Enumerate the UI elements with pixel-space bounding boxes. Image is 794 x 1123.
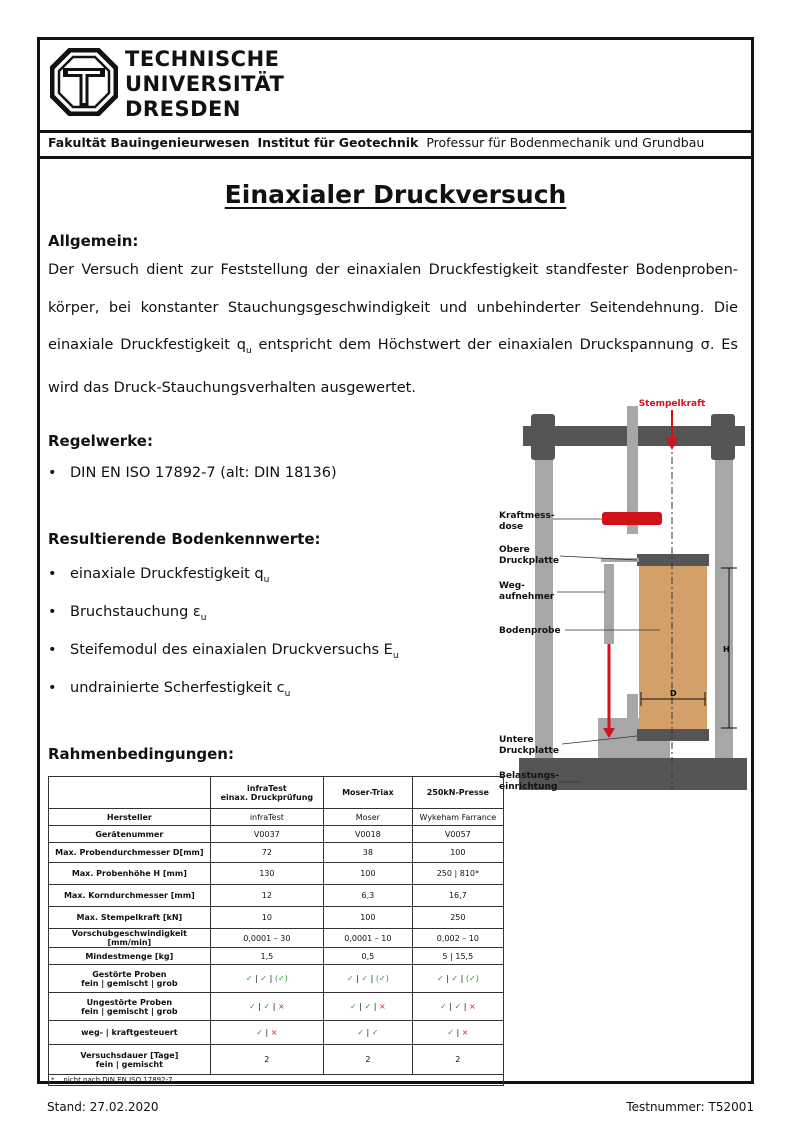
test-apparatus-diagram	[455, 358, 755, 798]
standards-heading: Regelwerke:	[48, 432, 153, 450]
column-header: infraTest einax. Druckprüfung	[210, 777, 323, 809]
chair-name: Professur für Bodenmechanik und Grundbau	[426, 135, 705, 150]
label-untere-druckplatte: Untere	[499, 735, 534, 745]
label-h: H	[723, 645, 730, 654]
specs-table	[48, 776, 504, 1086]
institute-name: Institut für Geotechnik	[257, 135, 419, 150]
table-row: Gestörte Proben fein | gemischt | grob ✓ | ✓ | (✓) ✓ | ✓ | (✓) ✓ | ✓ | (✓)	[49, 965, 504, 993]
conditions-heading: Rahmenbedingungen:	[48, 745, 234, 763]
table-row: Versuchsdauer [Tage] fein | gemischt 2 2 2	[49, 1045, 504, 1075]
table-footnote-row	[49, 1075, 504, 1086]
uni-line-1: TECHNISCHE	[125, 47, 280, 71]
footer-testnummer: Testnummer: T52001	[626, 1100, 754, 1114]
page-title: Einaxialer Druckversuch	[224, 180, 567, 209]
left-column	[535, 422, 553, 758]
label-bodenprobe: Bodenprobe	[499, 626, 561, 636]
svg-text:einrichtung: einrichtung	[499, 782, 558, 792]
table-header-row	[49, 777, 504, 809]
general-text-b: entspricht dem Höchstwert der einaxialen Druckspannung σ. Es wird das Druck-Stauchungsverhalten ausgewertet.	[48, 337, 738, 397]
table-row: Vorschubgeschwindigkeit [mm/min] 0,0001 – 30 0,0001 – 10 0,002 – 10	[49, 929, 504, 948]
table-row: Max. Korndurchmesser [mm] 12 6,3 16,7	[49, 885, 504, 907]
lower-plate	[637, 729, 709, 741]
table-row: Mindestmenge [kg] 1,5 0,5 5 | 15,5	[49, 948, 504, 965]
general-sub: u	[246, 345, 252, 356]
page-frame: TECHNISCHE UNIVERSITÄT DRESDEN Fakultät Bauingenieurwesen Institut für Geotechnik Professur für Bodenmechanik und Grundbau Einaxialer Druckversuch Allgemein: Der Versuch dient zur Feststellung der einaxialen Druckfestigkeit standfester Bodenproben-körper, bei konstanter Stauchungsgeschwindigkeit und unbehinderter Seitendehnung. Die einaxiale Druckfestigkeit $q_u$ entspricht dem Höchstwert der einaxialen Druckspannung σ. Es wird das Druck-Stauchungsverhalten ausgewertet. Regelwerke: • DIN EN ISO 17892-7 (alt: DIN 18136) Resultierende Bodenkennwerte: • einaxiale Druckfestigkeit $q_u$ • Bruchstauchung $\varepsilon_u$ • Steifemodul des einaxialen Druckversuchs $E_u$ • undrainierte Scherfestigkeit $c_u$ Rahmenbedingungen: Stempelkraft H D Kraftmess- dose Obere Druckplatte Weg- aufnehmer Bodenprobe Untere Druckplatte Belastungs- einrichtung infraTest einax. Druckprüfung Moser-Triax 250kN-Presse Hersteller infraTest Moser Wykeham Farrance Gerätenummer V0037 V0018 V0057 Max. Probendurchmesser D[mm] 72 38 100 Max. Probenhöhe H [mm] 130 100 250 | 810* Max. Korndurchmesser [mm] 12 6,3 16,7 Max. Stempelkraft [kN] 10 100 250 Vorschubgeschwindigkeit [mm/min] 0,0001 – 30 0,0001 – 10 0,002 – 10 Mindestmenge [kg] 1,5 0,5 5 | 15,5 Gestörte Proben fein | gemischt | grob ✓ | ✓ | (✓) ✓ | ✓ | (✓) ✓ | ✓ | (✓) Ungestörte Proben fein | gemischt | grob ✓ | ✓ | × ✓ | ✓ | × ✓ | ✓ | × weg- | kraftgesteuert ✓ | × ✓ | ✓ ✓ | × Versuchsdauer [Tage] fein | gemischt 2 2 2 *... nicht nach DIN EN ISO 17892-7	[37, 37, 754, 1084]
label-belastungseinrichtung: Belastungs-	[499, 771, 560, 781]
uni-line-2: UNIVERSITÄT	[125, 72, 285, 96]
right-column	[715, 422, 733, 758]
soil-sample	[639, 566, 707, 729]
table-row: Hersteller infraTest Moser Wykeham Farrance	[49, 809, 504, 826]
table-row: Ungestörte Proben fein | gemischt | grob ✓ | ✓ | × ✓ | ✓ | × ✓ | ✓ | ×	[49, 993, 504, 1021]
displacement-transducer	[604, 564, 614, 644]
table-row: Gerätenummer V0037 V0018 V0057	[49, 826, 504, 843]
table-row: Max. Probendurchmesser D[mm] 72 38 100	[49, 843, 504, 863]
tu-dresden-logo-icon	[50, 48, 118, 116]
faculty-name: Fakultät Bauingenieurwesen	[48, 135, 250, 150]
footer-stand: Stand: 27.02.2020	[47, 1100, 159, 1114]
parameters-heading: Resultierende Bodenkennwerte:	[48, 530, 321, 548]
table-row: Max. Probenhöhe H [mm] 130 100 250 | 810*	[49, 863, 504, 885]
label-stempelkraft: Stempelkraft	[638, 399, 706, 409]
column-header: Moser-Triax	[324, 777, 413, 809]
svg-text:Druckplatte: Druckplatte	[499, 556, 559, 566]
label-wegaufnehmer: Weg-	[499, 581, 525, 591]
svg-text:aufnehmer: aufnehmer	[499, 592, 555, 602]
table-row: weg- | kraftgesteuert ✓ | × ✓ | ✓ ✓ | ×	[49, 1021, 504, 1045]
svg-text:Druckplatte: Druckplatte	[499, 746, 559, 756]
label-kraftmessdose: Kraftmess-	[499, 511, 555, 521]
load-cell	[602, 512, 662, 525]
logo-header	[40, 40, 751, 133]
table-row: Max. Stempelkraft [kN] 10 100 250	[49, 907, 504, 929]
column-header: 250kN-Presse	[412, 777, 503, 809]
general-heading: Allgemein:	[48, 232, 139, 250]
general-text-a: Der Versuch dient zur Feststellung der einaxialen Druckfestigkeit standfester Bodenproben-körper, bei konstanter Stauchungsgeschwindigkeit und unbehinderter Seitendehnung. Die einaxiale Druckfestigkeit q	[48, 262, 738, 353]
label-d: D	[670, 689, 677, 698]
university-name	[125, 47, 284, 122]
faculty-row	[40, 130, 751, 159]
table-footnote: *... nicht nach DIN EN ISO 17892-7	[49, 1075, 504, 1086]
uni-line-3: DRESDEN	[125, 97, 241, 121]
svg-text:dose: dose	[499, 522, 524, 532]
label-obere-druckplatte: Obere	[499, 545, 530, 555]
upper-plate	[637, 554, 709, 566]
